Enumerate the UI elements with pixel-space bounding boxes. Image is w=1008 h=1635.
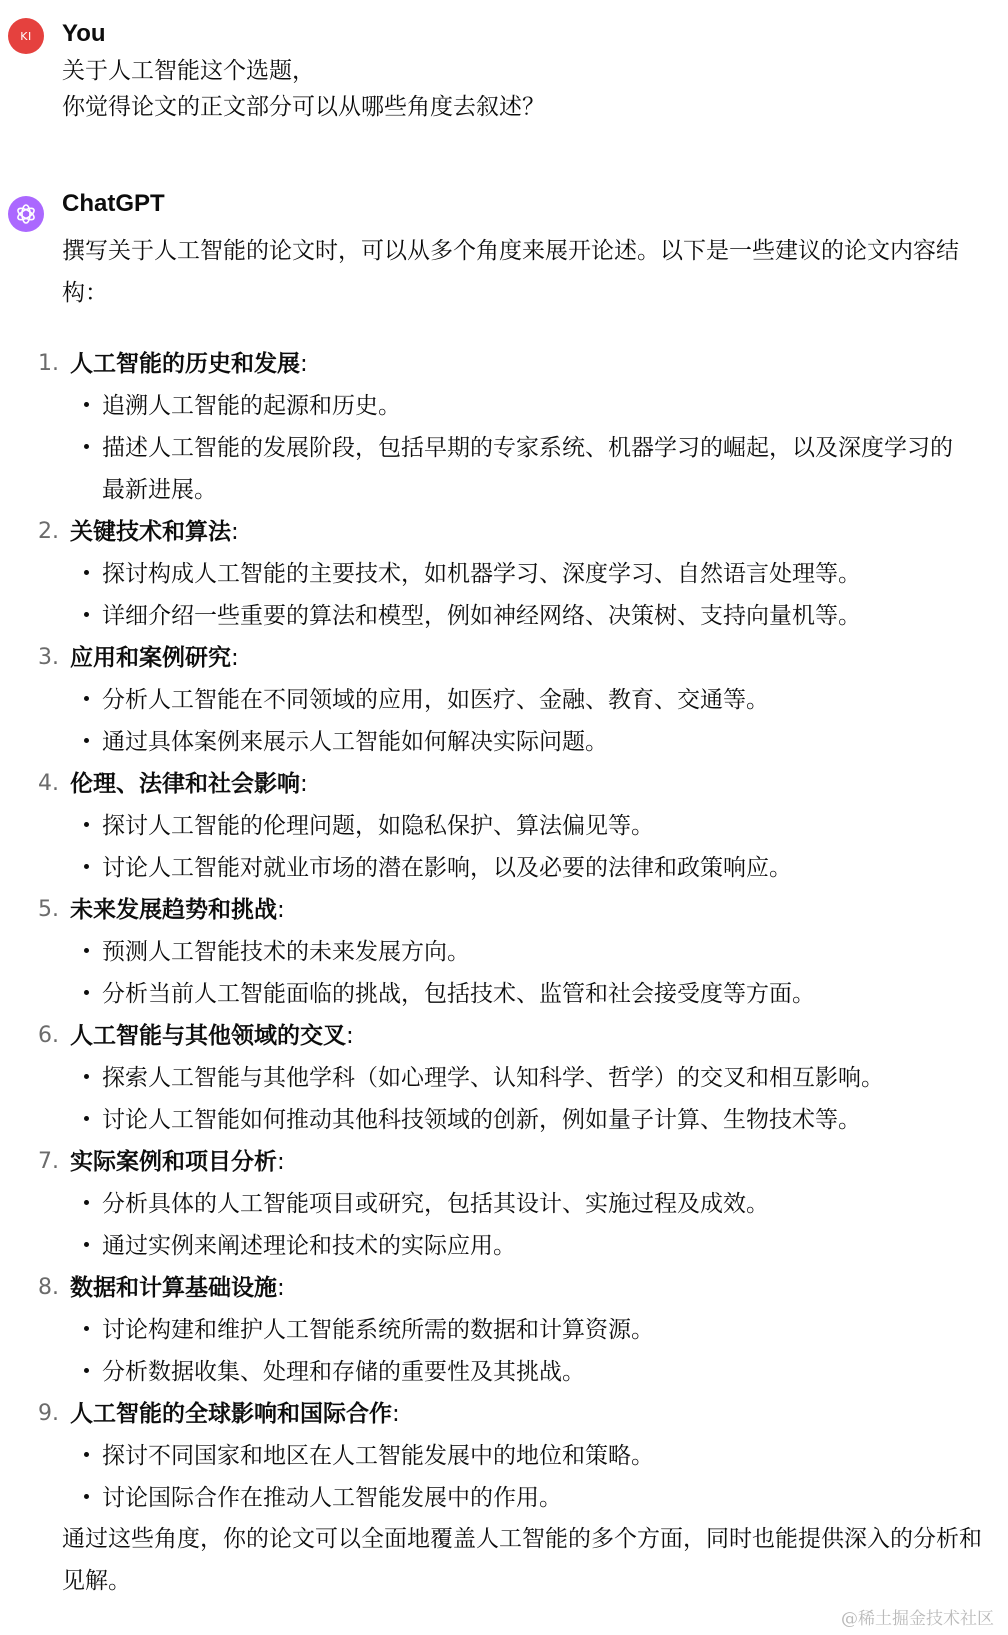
list-item-title: 未来发展趋势和挑战 — [70, 897, 277, 923]
list-item-heading — [0, 1015, 1008, 1057]
list-item-colon: : — [277, 897, 285, 923]
bullet-item: 探讨人工智能的伦理问题，如隐私保护、算法偏见等。 — [0, 805, 1008, 847]
list-item-title-wrap — [70, 763, 308, 805]
bullet-item: 通过实例来阐述理论和技术的实际应用。 — [0, 1225, 1008, 1267]
list-item-colon: : — [346, 1023, 354, 1049]
watermark: @稀土掘金技术社区 — [841, 1609, 994, 1629]
list-item-title-wrap — [70, 1267, 285, 1309]
bullet-item: 分析具体的人工智能项目或研究，包括其设计、实施过程及成效。 — [0, 1183, 1008, 1225]
list-item-number: 9. — [38, 1401, 59, 1426]
list-item-heading — [0, 1267, 1008, 1309]
list-item-colon: : — [231, 519, 239, 545]
list-item-title-wrap — [70, 1141, 285, 1183]
assistant-sender-name: ChatGPT — [62, 190, 165, 217]
bullet-item: 描述人工智能的发展阶段，包括早期的专家系统、机器学习的崛起，以及深度学习的最新进展。 — [0, 427, 1008, 511]
list-item-number: 6. — [38, 1023, 59, 1048]
bullet-item: 详细介绍一些重要的算法和模型，例如神经网络、决策树、支持向量机等。 — [0, 595, 1008, 637]
bullet-item: 探索人工智能与其他学科（如心理学、认知科学、哲学）的交叉和相互影响。 — [0, 1057, 1008, 1099]
list-item-number: 5. — [38, 897, 59, 922]
list-item-title-wrap — [70, 1393, 400, 1435]
bullet-item: 通过具体案例来展示人工智能如何解决实际问题。 — [0, 721, 1008, 763]
bullet-item: 分析人工智能在不同领域的应用，如医疗、金融、教育、交通等。 — [0, 679, 1008, 721]
list-item-colon: : — [277, 1275, 285, 1301]
user-message-text — [62, 53, 545, 125]
list-item-number: 8. — [38, 1275, 59, 1300]
bullet-item: 分析当前人工智能面临的挑战，包括技术、监管和社会接受度等方面。 — [0, 973, 1008, 1015]
list-item-title-wrap — [70, 637, 239, 679]
bullet-item: 探讨构成人工智能的主要技术，如机器学习、深度学习、自然语言处理等。 — [0, 553, 1008, 595]
user-message-line: 关于人工智能这个选题， — [62, 58, 315, 84]
list-item-title: 人工智能的全球影响和国际合作 — [70, 1401, 392, 1427]
user-sender-name: You — [62, 20, 106, 47]
list-item-heading — [0, 1393, 1008, 1435]
user-avatar — [8, 18, 44, 54]
list-item-heading — [0, 889, 1008, 931]
suggestion-list — [0, 343, 1008, 1519]
list-item-heading — [0, 343, 1008, 385]
bullet-item: 讨论人工智能如何推动其他科技领域的创新，例如量子计算、生物技术等。 — [0, 1099, 1008, 1141]
list-item-heading — [0, 763, 1008, 805]
list-item-number: 7. — [38, 1149, 59, 1174]
list-item-number: 2. — [38, 519, 59, 544]
assistant-conclusion: 通过这些角度，你的论文可以全面地覆盖人工智能的多个方面，同时也能提供深入的分析和见解。 — [62, 1526, 982, 1594]
list-item-title: 应用和案例研究 — [70, 645, 231, 671]
list-item-colon: : — [300, 771, 308, 797]
list-item-title: 伦理、法律和社会影响 — [70, 771, 300, 797]
list-item-number: 3. — [38, 645, 59, 670]
user-avatar-initials: KI — [20, 29, 32, 43]
list-item-heading — [0, 511, 1008, 553]
list-item-title-wrap — [70, 343, 308, 385]
list-item-colon: : — [392, 1401, 400, 1427]
list-item-title-wrap — [70, 511, 239, 553]
list-item-title: 人工智能的历史和发展 — [70, 351, 300, 377]
list-item-number: 4. — [38, 771, 59, 796]
openai-logo-icon — [8, 196, 44, 232]
bullet-item: 追溯人工智能的起源和历史。 — [0, 385, 1008, 427]
list-item-heading — [0, 1141, 1008, 1183]
list-item-colon: : — [231, 645, 239, 671]
list-item-title: 数据和计算基础设施 — [70, 1275, 277, 1301]
bullet-item: 讨论国际合作在推动人工智能发展中的作用。 — [0, 1477, 1008, 1519]
list-item-title: 实际案例和项目分析 — [70, 1149, 277, 1175]
openai-logo-svg — [14, 202, 38, 226]
user-message-line: 你觉得论文的正文部分可以从哪些角度去叙述？ — [62, 94, 545, 120]
list-item-colon: : — [277, 1149, 285, 1175]
list-item-title: 人工智能与其他领域的交叉 — [70, 1023, 346, 1049]
assistant-intro: 撰写关于人工智能的论文时，可以从多个角度来展开论述。以下是一些建议的论文内容结构： — [62, 238, 959, 306]
bullet-item: 预测人工智能技术的未来发展方向。 — [0, 931, 1008, 973]
list-item-colon: : — [300, 351, 308, 377]
bullet-item: 分析数据收集、处理和存储的重要性及其挑战。 — [0, 1351, 1008, 1393]
list-item-title: 关键技术和算法 — [70, 519, 231, 545]
bullet-item: 讨论构建和维护人工智能系统所需的数据和计算资源。 — [0, 1309, 1008, 1351]
list-item-title-wrap — [70, 889, 285, 931]
list-item-number: 1. — [38, 351, 59, 376]
list-item-title-wrap — [70, 1015, 354, 1057]
bullet-item: 探讨不同国家和地区在人工智能发展中的地位和策略。 — [0, 1435, 1008, 1477]
bullet-item: 讨论人工智能对就业市场的潜在影响，以及必要的法律和政策响应。 — [0, 847, 1008, 889]
list-item-heading — [0, 637, 1008, 679]
